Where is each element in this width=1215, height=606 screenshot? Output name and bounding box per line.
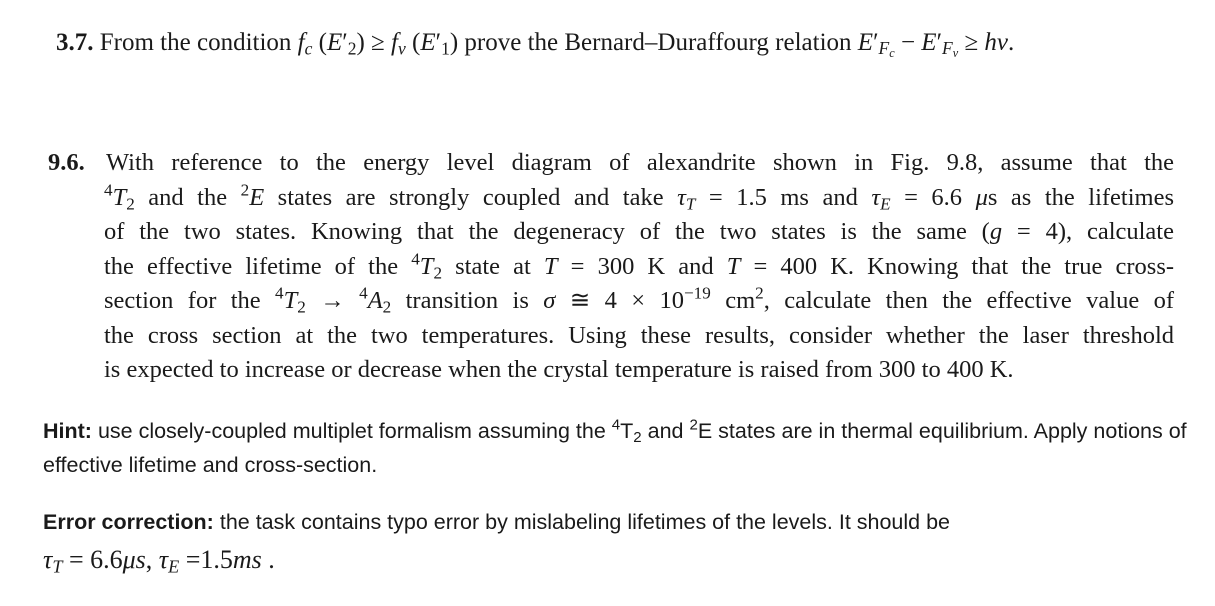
bernard-duraffourg-relation: $E'_{F_c} - E'_{F_v} \ge h\nu$.: [857, 29, 1015, 61]
condition-formula: $f_c$ $(E'_2) \ge f_v$ $(E'_1)$: [297, 29, 459, 59]
error-correction-label: Error correction:: [43, 510, 214, 534]
problem-9-6-line-4: the effective lifetime of the $^4T_2$ state at T = 300 K and T = 400 K. Knowing that the true cross-: [104, 249, 1175, 282]
problem-9-6-line-2: $^4T_2$ and the $^2$E states are strongly coupled and take $\tau_T = 1.5$ ms and $\tau_E = 6.6$ μs as the lifetimes: [104, 180, 1174, 213]
problem-3-7: [56, 26, 1186, 60]
error-correction: [43, 505, 1193, 539]
problem-9-6: [48, 146, 1174, 388]
hint-text: use closely-coupled multiplet formalism assuming the $^4T_2$ and $^2$E states are in thermal equilibrium. Apply notions of effective lifetime and cross-section.: [43, 416, 1187, 477]
problem-3-7-text-middle: prove the Bernard–Duraffourg relation: [464, 29, 852, 56]
problem-3-7-number: 3.7.: [56, 29, 94, 56]
problem-9-6-line-1: With reference to the energy level diagram of alexandrite shown in Fig. 9.8, assume that the: [106, 149, 1174, 176]
hint-label: Hint:: [43, 419, 92, 443]
problem-9-6-line-7: is expected to increase or decrease when the crystal temperature is raised from 300 to 400 K.: [104, 356, 1014, 383]
corrected-lifetimes-formula: $\tau_T = 6.6\mu s$, $\tau_E =1.5ms$ .: [43, 545, 275, 577]
problem-9-6-line-3: of the two states. Knowing that the degeneracy of the two states is the same (g = 4), calculate: [104, 218, 1174, 245]
problem-9-6-line-6: the cross section at the two temperatures. Using these results, consider whether the laser threshold: [104, 321, 1174, 349]
problem-3-7-text-before: From the condition: [99, 29, 292, 56]
error-correction-text: the task contains typo error by mislabeling lifetimes of the levels. It should be: [219, 510, 951, 534]
problem-9-6-number: 9.6.: [48, 149, 85, 176]
problem-9-6-line-5: section for the $^4T_2 \to ^4A_2$ transition is σ ≅ $4 \times 10^{-19}$ $cm^2$, calculate then the effective value of: [104, 283, 1175, 317]
hint: [43, 414, 1193, 482]
